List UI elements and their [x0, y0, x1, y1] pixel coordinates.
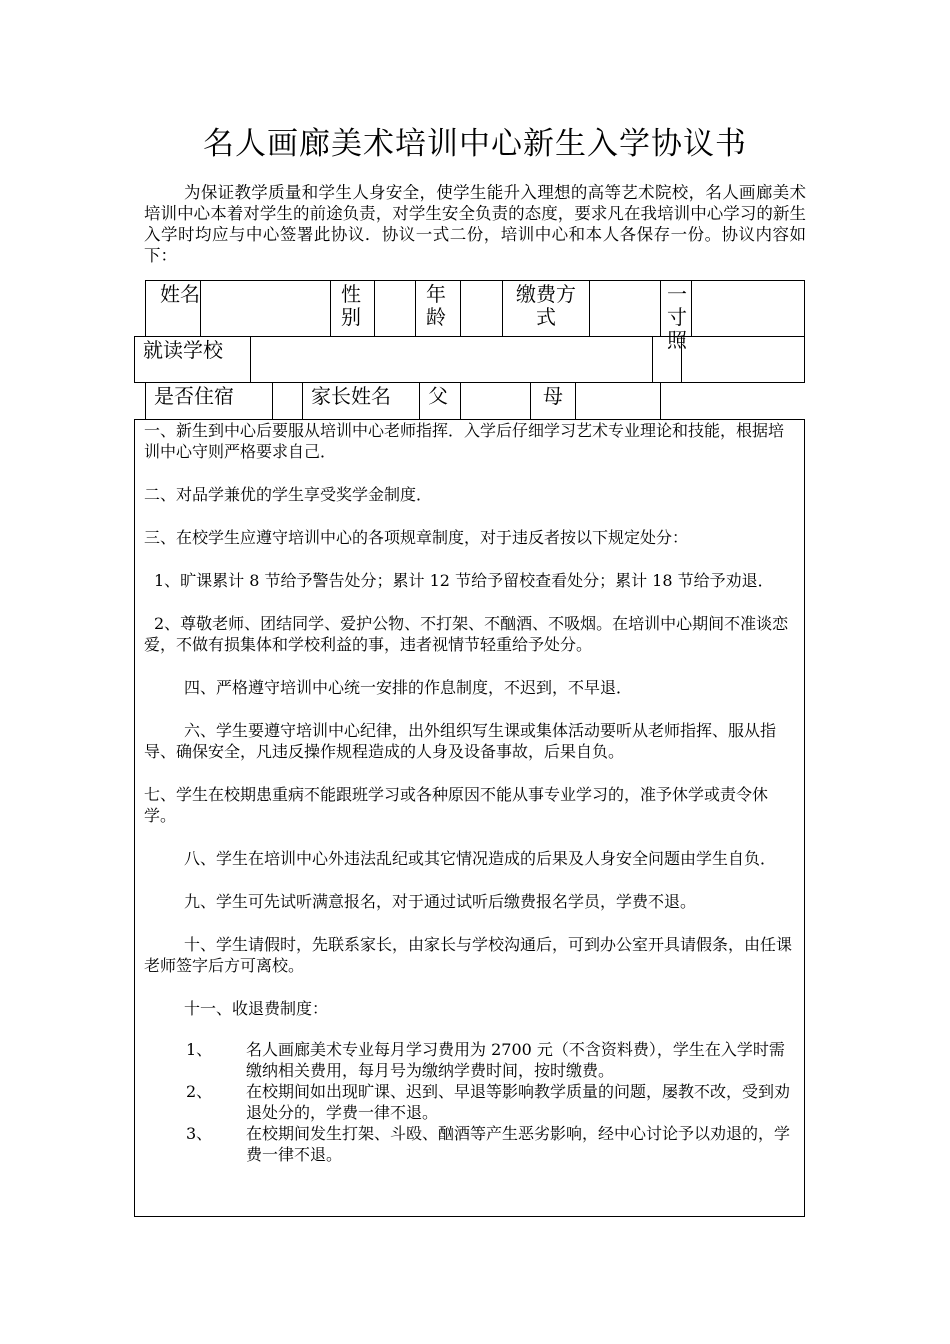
- boarding-label: 是否住宿: [145, 382, 273, 420]
- fee-item-text: 在校期间如出现旷课、迟到、早退等影响教学质量的问题，屡教不改，受到劝退处分的，学费一律不退。: [246, 1082, 791, 1122]
- age-field[interactable]: [460, 280, 503, 337]
- clause-3-item-1: 1、旷课累计 8 节给予警告处分；累计 12 节给予留校查看处分；累计 18 节给予劝退．: [154, 571, 774, 590]
- clause-3: 三、在校学生应遵守培训中心的各项规章制度，对于违反者按以下规定处分：: [144, 528, 689, 547]
- fee-item: [144, 1081, 795, 1123]
- boarding-field[interactable]: [272, 382, 303, 420]
- fee-item-text: 名人画廊美术专业每月学习费用为 2700 元（不含资料费），学生在入学时需缴纳相关费用，每月号为缴纳学费时间，按时缴费。: [246, 1040, 785, 1080]
- gender-label: 性别: [330, 280, 375, 337]
- page-title: 名人画廊美术培训中心新生入学协议书: [203, 126, 747, 162]
- clause-6: 六、学生要遵守培训中心纪律，出外组织写生课或集体活动要听从老师指挥、服从指导、确保安全，凡违反操作规程造成的人身及设备事故，后果自负。: [144, 721, 777, 761]
- photo-label: 一寸照: [660, 280, 692, 337]
- clause-3-item-2: 2、尊敬老师、团结同学、爱护公物、不打架、不酗酒、不吸烟。在培训中心期间不准谈恋爱，不做有损集体和学校利益的事，违者视情节轻重给予处分。: [144, 614, 789, 654]
- school-field[interactable]: [250, 336, 653, 383]
- fee-item: [144, 1039, 795, 1081]
- fee-item-text: 在校期间发生打架、斗殴、酗酒等产生恶劣影响，经中心讨论予以劝退的，学费一律不退。: [246, 1124, 791, 1164]
- photo-box[interactable]: [691, 280, 805, 337]
- payment-label: 缴费方式: [502, 280, 590, 337]
- agreement-clauses: [134, 419, 805, 1217]
- name-label: 姓名: [145, 280, 201, 337]
- fee-item-number: 2、: [186, 1082, 213, 1101]
- gender-field[interactable]: [374, 280, 416, 337]
- fee-item-number: 3、: [186, 1124, 213, 1143]
- clause-8: 八、学生在培训中心外违法乱纪或其它情况造成的后果及人身安全问题由学生自负．: [184, 849, 777, 868]
- clause-4: 四、严格遵守培训中心统一安排的作息制度，不迟到，不早退．: [184, 678, 633, 697]
- father-label: 父: [419, 382, 461, 420]
- mother-label: 母: [530, 382, 576, 420]
- photo-box-lower-left: [652, 336, 682, 383]
- school-label: 就读学校: [134, 336, 251, 383]
- parent-name-label: 家长姓名: [302, 382, 420, 420]
- name-field[interactable]: [200, 280, 331, 337]
- photo-box-lower[interactable]: [681, 336, 805, 383]
- clause-10: 十、学生请假时，先联系家长，由家长与学校沟通后，可到办公室开具请假条，由任课老师签字后方可离校。: [144, 935, 793, 975]
- mother-name-field[interactable]: [575, 382, 661, 420]
- clause-11: 十一、收退费制度：: [184, 999, 329, 1018]
- clause-7: 七、学生在校期患重病不能跟班学习或各种原因不能从事专业学习的，准予休学或责令休学。: [144, 785, 769, 825]
- clause-9: 九、学生可先试听满意报名，对于通过试听后缴费报名学员，学费不退。: [184, 892, 697, 911]
- fee-item: [144, 1123, 795, 1165]
- father-name-field[interactable]: [460, 382, 531, 420]
- fee-item-number: 1、: [186, 1040, 213, 1059]
- clause-2: 二、对品学兼优的学生享受奖学金制度．: [144, 485, 433, 504]
- intro-paragraph: 为保证教学质量和学生人身安全，使学生能升入理想的高等艺术院校，名人画廊美术培训中心本着对学生的前途负责，对学生安全负责的态度，要求凡在我培训中心学习的新生入学时均应与中心签署此协议．协议一式二份，培训中心和本人各保存一份。协议内容如下：: [144, 183, 806, 265]
- payment-field[interactable]: [589, 280, 661, 337]
- clause-1: 一、新生到中心后要服从培训中心老师指挥．入学后仔细学习艺术专业理论和技能，根据培训中心守则严格要求自己．: [144, 421, 785, 461]
- age-label: 年龄: [415, 280, 461, 337]
